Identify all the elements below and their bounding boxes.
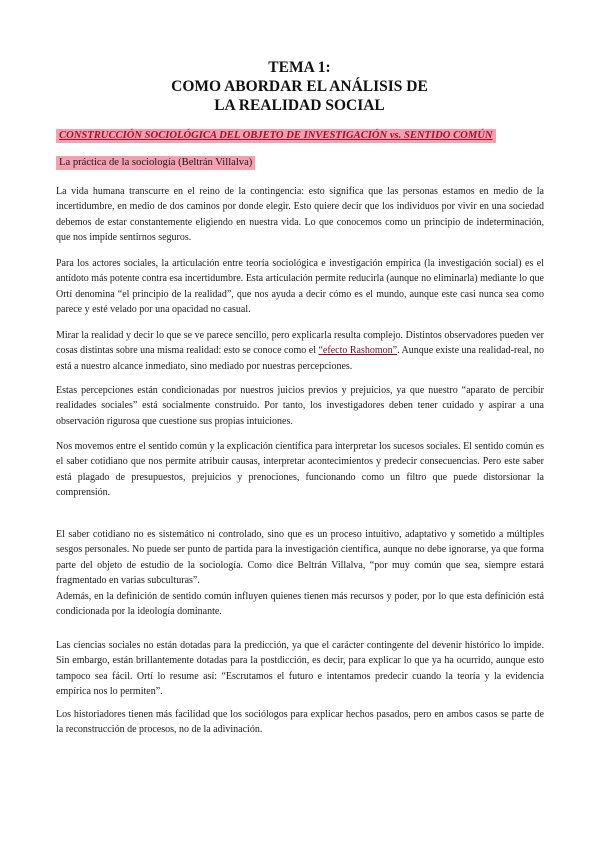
- paragraph-percepciones: Estas percepciones están condicionadas por nuestros juicios previos y prejuicios, ya que nuestro “aparato de percibir realidades sociales” está socialmente construido. Por tanto, los investigadores deben tener cuidado y aspirar a una observación rigurosa que cuestione sus propias intuiciones.: [56, 385, 544, 427]
- sub-heading: La práctica de la sociología (Beltrán Villalva): [56, 156, 255, 170]
- title-line-2: COMO ABORDAR EL ANÁLISIS DE: [171, 78, 428, 95]
- paragraph-rashomon: [56, 328, 544, 374]
- paragraph-historiadores: Los historiadores tienen más facilidad que los sociólogos para explicar hechos pasados, pero en ambos casos se parte de la reconstrucción de procesos, no de la adivinación.: [56, 709, 544, 736]
- rashomon-text-before: Mirar la realidad y decir lo que se ve parece sencillo, pero explicarla resulta complejo. Distintos observadores pueden ver cosas distintas sobre una misma realidad: esto se conoce como el: [56, 330, 544, 357]
- section-heading: CONSTRUCCIÓN SOCIOLÓGICA DEL OBJETO DE INVESTIGACIÓN vs. SENTIDO COMÚN: [56, 129, 496, 143]
- saber-text-2: Además, en la definición de sentido común influyen quienes tienen más recursos y poder, por lo que esta definición está condicionada por la ideología dominante.: [56, 590, 544, 618]
- rashomon-text-after: . Aunque existe una realidad-real, no está a nuestro alcance inmediato, sino mediado por nuestras percepciones.: [56, 345, 544, 372]
- rashomon-link[interactable]: “efecto Rashomon”: [318, 345, 398, 357]
- paragraph-saber-cotidiano: [56, 527, 544, 619]
- document-title: [0, 58, 599, 115]
- title-line-1: TEMA 1:: [268, 59, 331, 76]
- paragraph-actores-sociales: Para los actores sociales, la articulación entre teoría sociológica e investigación empírica (la investigación social) es el antídoto más potente contra esa incertidumbre. Esta articulación permite reducirla (aunque no eliminarla) mediante lo que Ortí denomina “el principio de la realidad”, que nos ayuda a decir cómo es el mundo, aunque este casi nunca sea como parece y esté velado por una opacidad no casual.: [56, 258, 544, 316]
- paragraph-prediccion: Las ciencias sociales no están dotadas para la predicción, ya que el carácter contingente del devenir histórico lo impide. Sin embargo, están brillantemente dotadas para la postdicción, es decir, para explicar lo que ya ha ocurrido, aunque esto tampoco sea fácil. Ortí lo resume así: “Escrutamos el futuro e intentamos predecir cuando la teoría y la evidencia empírica nos lo permiten”.: [56, 640, 544, 698]
- paragraph-contingencia: La vida humana transcurre en el reino de la contingencia: esto significa que las personas estamos en medio de la incertidumbre, en medio de dos caminos por donde elegir. Esto quiere decir que los individuos por vivir en una sociedad debemos de estar constantemente eligiendo en nuestra vida. Lo que conocemos como un principio de indeterminación, que nos impide sentirnos seguros.: [56, 186, 544, 244]
- saber-text-1: El saber cotidiano no es sistemático ni controlado, sino que es un proceso intuitivo, adaptativo y sometido a múltiples sesgos personales. No puede ser punto de partida para la investigación científica, aunque no debe ignorarse, ya que forma parte del objeto de estudio de la sociología. Como dice Beltrán Villalva, “por muy común que sea, siempre estará fragmentado en varias subculturas”.: [56, 529, 544, 587]
- paragraph-sentido-comun: Nos movemos entre el sentido común y la explicación científica para interpretar los sucesos sociales. El sentido común es el saber cotidiano que nos permite atribuir causas, interpretar acontecimientos y predecir consecuencias. Pero este saber está plagado de presupuestos, prejuicios y prenociones, funcionando como un filtro que puede distorsionar la comprensión.: [56, 441, 544, 499]
- title-line-3: LA REALIDAD SOCIAL: [214, 97, 385, 114]
